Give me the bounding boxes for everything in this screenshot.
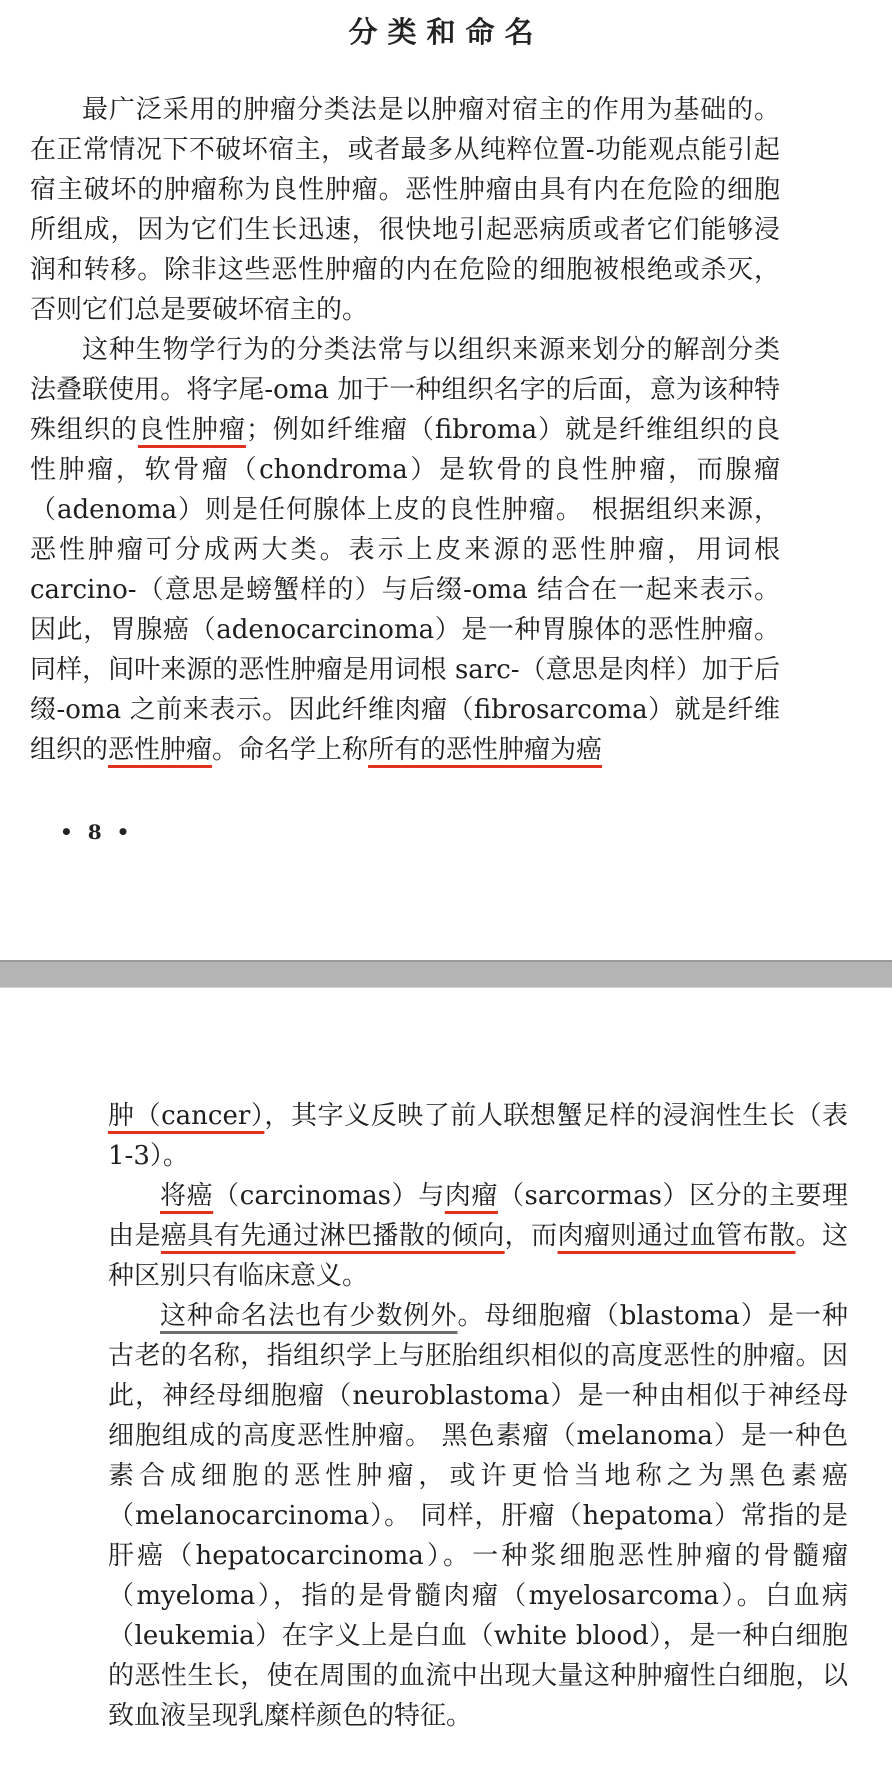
text-run: （carcinomas）与: [213, 1181, 445, 1211]
paragraph: [108, 1096, 848, 1176]
text-run: 最广泛采用的肿瘤分类法是以肿瘤对宿主的作用为基础的。在正常情况下不破坏宿主，或者最多从纯粹位置-功能观点能引起宿主破坏的肿瘤称为良性肿瘤。恶性肿瘤由具有内在危险的细胞所组成，因为它们生长迅速，很快地引起恶病质或者它们能够浸润和转移。除非这些恶性肿瘤的内在危险的细胞被根绝或杀灭，否则它们总是要破坏宿主的。: [30, 95, 780, 325]
paragraph: [108, 1176, 848, 1296]
text-run: （sarcormas）区分的主要理由是: [108, 1181, 848, 1251]
page-number: • 8 •: [60, 820, 134, 844]
page-bottom-text: [108, 1096, 848, 1736]
paragraph: [30, 330, 780, 770]
highlighted-phrase: 良性肿瘤: [137, 415, 246, 445]
text-run: 。命名学上称: [212, 735, 369, 765]
page-bottom: [0, 988, 892, 1780]
text-run: ；例如纤维瘤（fibroma）就是纤维组织的良性肿瘤，软骨瘤（chondroma）是软骨的良性肿瘤，而腺瘤（adenoma）则是任何腺体上皮的良性肿瘤。 根据组织来源，恶性肿瘤可分成两大类。表示上皮来源的恶性肿瘤，用词根 carcino-（意思是螃蟹样的）与后缀-oma 结合在一起来表示。因此，胃腺癌（adenocarcinoma）是一种胃腺体的恶性肿瘤。 同样，间叶来源的恶性肿瘤是用词根 sarc-（意思是肉样）加于后缀-oma 之前来表示。因此纤维肉瘤（fibrosarcoma）就是纤维组织的: [30, 415, 780, 765]
highlighted-phrase: 这种命名法也有少数例外: [160, 1301, 458, 1331]
paragraph: [108, 1296, 848, 1736]
text-run: 这种生物学行为的分类法常与以组织来源来划分的解剖分类法叠联使用。将字尾-oma 加于一种组织名字的后面，意为该种特殊组织的: [30, 335, 780, 445]
text-run: 。母细胞瘤（blastoma）是一种古老的名称，指组织学上与胚胎组织相似的高度恶性的肿瘤。因此，神经母细胞瘤（neuroblastoma）是一种由相似于神经母细胞组成的高度恶性肿瘤。 黑色素瘤（melanoma）是一种色素合成细胞的恶性肿瘤，或许更恰当地称之为黑色素癌（melanocarcinoma）。 同样，肝瘤（hepatoma）常指的是肝癌（hepatocarcinoma）。一种浆细胞恶性肿瘤的骨髓瘤（myeloma），指的是骨髓肉瘤（myelosarcoma）。白血病（leukemia）在字义上是白血（white blood），是一种白细胞的恶性生长，使在周围的血流中出现大量这种肿瘤性白细胞，以致血液呈现乳糜样颜色的特征。: [108, 1301, 848, 1731]
highlighted-phrase: 所有的恶性肿瘤为癌: [368, 735, 603, 765]
highlighted-phrase: 恶性肿瘤: [108, 735, 213, 765]
paragraph: [30, 90, 780, 330]
highlighted-phrase: 癌具有先通过淋巴播散的倾向: [160, 1221, 505, 1251]
text-run: 。这种区别只有临床意义。: [108, 1221, 848, 1291]
section-title: 分类和命名: [348, 15, 544, 49]
text-run: ，而: [504, 1221, 558, 1251]
text-run: ，其字义反映了前人联想蟹足样的浸润性生长（表1-3）。: [108, 1101, 848, 1171]
highlighted-phrase: 肉瘤则通过血管布散: [557, 1221, 796, 1251]
page-divider: [0, 960, 892, 988]
highlighted-phrase: 将癌: [160, 1181, 214, 1211]
page-top-text: [30, 90, 780, 770]
highlighted-phrase: 肿（cancer）: [108, 1101, 265, 1131]
highlighted-phrase: 肉瘤: [444, 1181, 498, 1211]
